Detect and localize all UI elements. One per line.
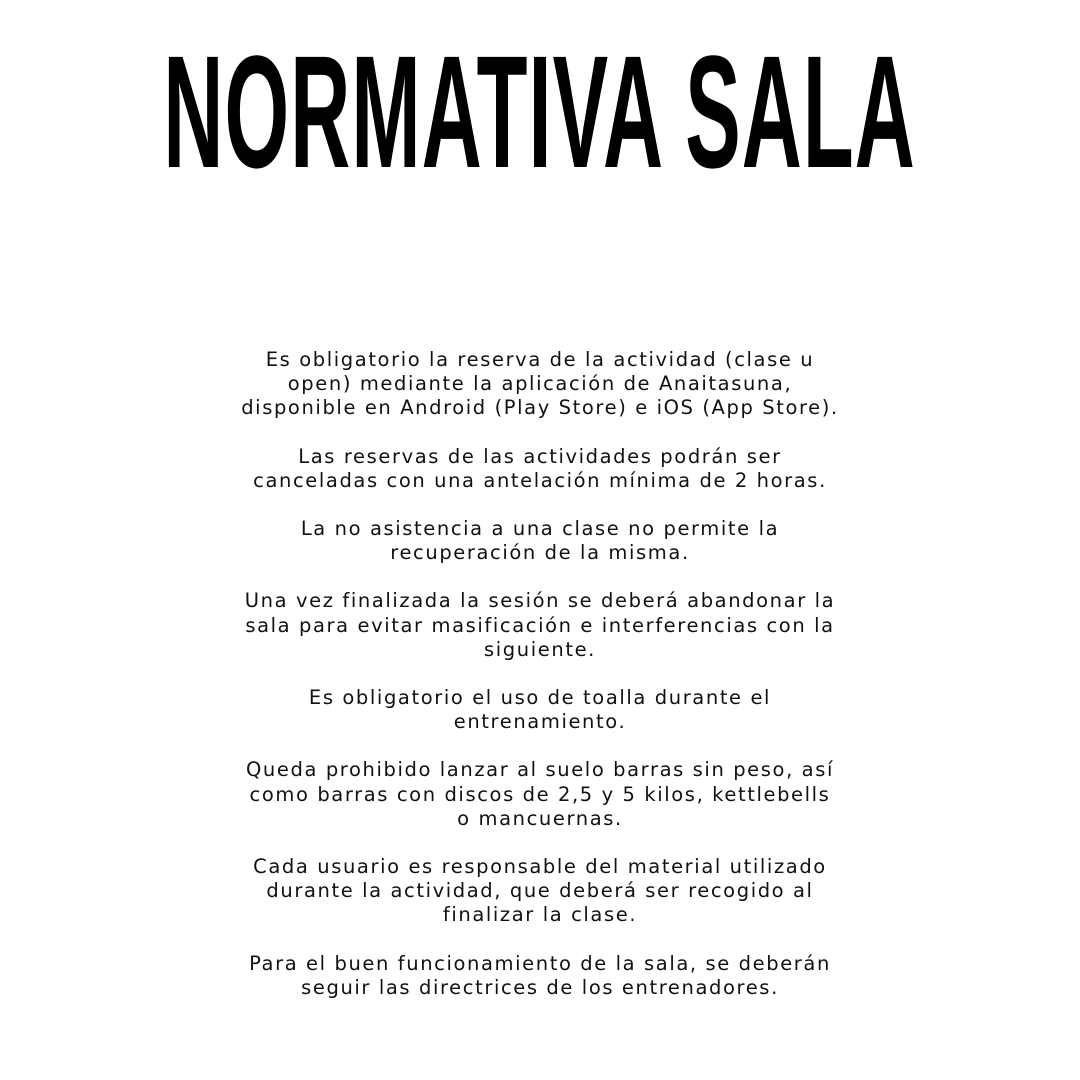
rules-list <box>240 348 840 1024</box>
rule-item: Es obligatorio el uso de toalla durante el entrenamiento. <box>308 686 772 734</box>
rule-item: Una vez finalizada la sesión se deberá abandonar la sala para evitar masificación e interferencias con la siguiente. <box>244 589 836 661</box>
rule-item: La no asistencia a una clase no permite la recuperación de la misma. <box>300 517 780 565</box>
title-area <box>0 22 1080 202</box>
page-title: NORMATIVA SALA <box>163 22 917 201</box>
rule-item: Para el buen funcionamiento de la sala, se deberán seguir las directrices de los entrenadores. <box>249 951 831 999</box>
rule-item: Es obligatorio la reserva de la actividad (clase u open) mediante la aplicación de Anaitasuna, disponible en Android (Play Store) e iOS (App Store). <box>241 348 839 420</box>
rule-item: Cada usuario es responsable del material utilizado durante la actividad, que deberá ser recogido al finalizar la clase. <box>253 855 827 927</box>
rule-item: Las reservas de las actividades podrán ser canceladas con una antelación mínima de 2 horas. <box>253 444 827 492</box>
rule-item: Queda prohibido lanzar al suelo barras sin peso, así como barras con discos de 2,5 y 5 kilos, kettlebells o mancuernas. <box>245 758 834 830</box>
